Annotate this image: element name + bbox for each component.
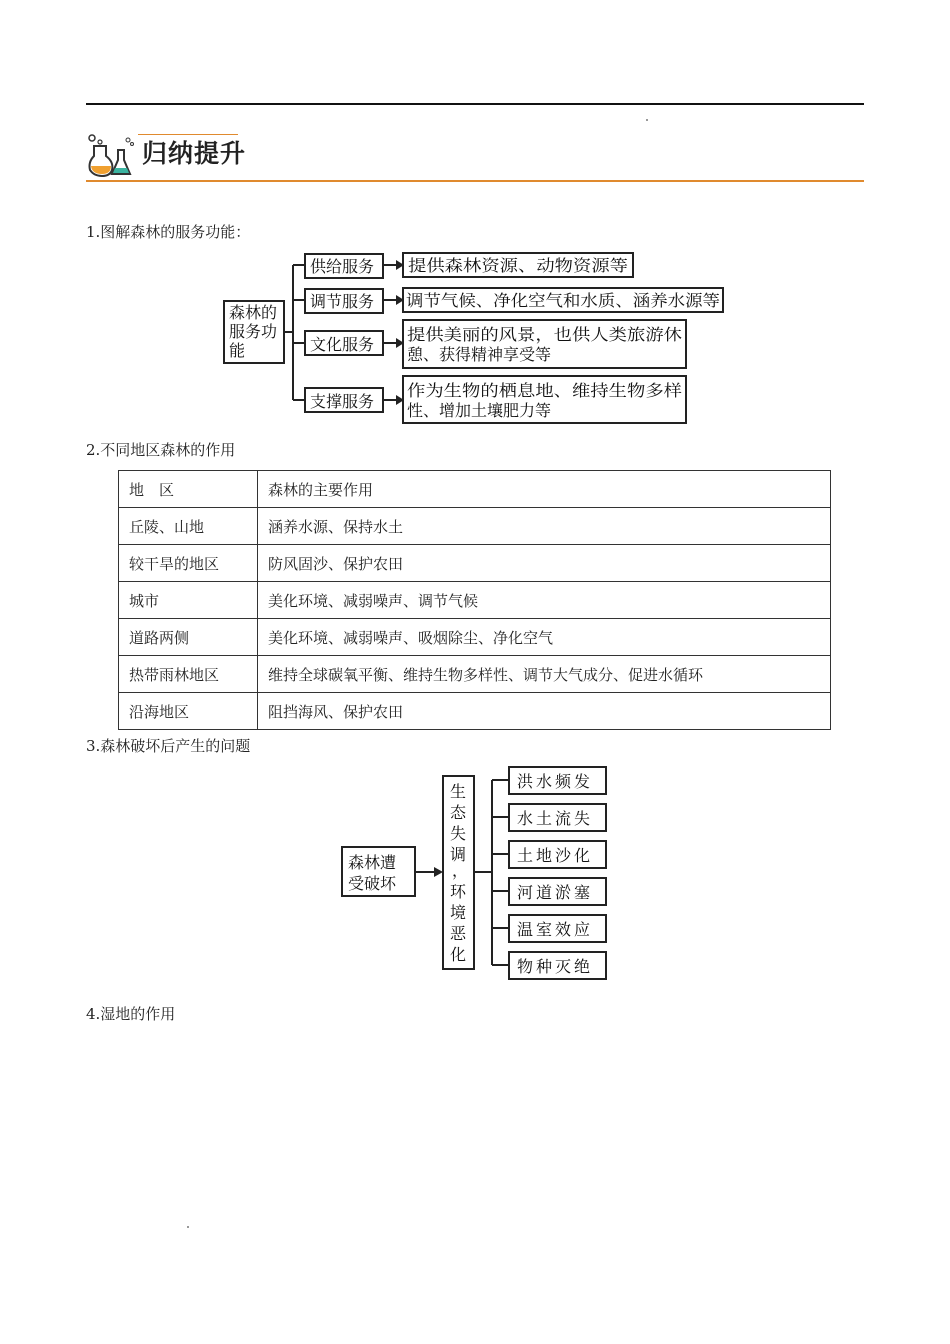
cause-line: 受破坏 xyxy=(348,874,397,893)
section-title: 归纳提升 xyxy=(142,139,247,168)
table-cell: 防风固沙、保护农田 xyxy=(258,545,831,582)
section3-heading: 3.森林破坏后产生的问题 xyxy=(86,737,251,755)
middle-char: ， xyxy=(452,861,469,880)
table-header-cell: 地 区 xyxy=(119,471,258,508)
table-cell: 维持全球碳氧平衡、维持生物多样性、调节大气成分、促进水循环 xyxy=(258,656,831,693)
effect-label: 洪水频发 xyxy=(517,772,594,791)
effect-label: 物种灭绝 xyxy=(517,957,594,976)
root-line: 森林的 xyxy=(229,303,278,322)
section2-heading: 2.不同地区森林的作用 xyxy=(86,441,236,459)
branch-desc: 憩、获得精神享受等 xyxy=(407,345,552,364)
branch-label: 调节服务 xyxy=(310,292,375,311)
branch-label: 支撑服务 xyxy=(310,392,375,411)
table-cell: 较干旱的地区 xyxy=(119,545,258,582)
table-cell: 热带雨林地区 xyxy=(119,656,258,693)
section1-heading: 1.图解森林的服务功能： xyxy=(86,223,251,241)
effect-label: 河道淤塞 xyxy=(517,883,594,902)
table-cell: 美化环境、减弱噪声、调节气候 xyxy=(258,582,831,619)
table-cell: 城市 xyxy=(119,582,258,619)
root-line: 能 xyxy=(229,341,246,360)
middle-char: 环 xyxy=(450,882,467,901)
table-cell: 道路两侧 xyxy=(119,619,258,656)
table-cell: 丘陵、山地 xyxy=(119,508,258,545)
arrow-head xyxy=(434,867,443,877)
middle-char: 态 xyxy=(450,803,467,822)
root-line: 服务功 xyxy=(229,322,278,341)
branch-label: 文化服务 xyxy=(310,335,375,354)
cause-line: 森林遭 xyxy=(348,853,397,872)
middle-char: 调 xyxy=(450,845,467,864)
middle-char: 生 xyxy=(450,782,467,801)
table-cell: 美化环境、减弱噪声、吸烟除尘、净化空气 xyxy=(258,619,831,656)
table-header-cell: 森林的主要作用 xyxy=(258,471,831,508)
branch-label: 供给服务 xyxy=(310,257,375,276)
middle-char: 化 xyxy=(450,945,467,964)
branch-desc: 作为生物的栖息地、维持生物多样 xyxy=(407,381,682,400)
middle-char: 境 xyxy=(450,903,467,922)
middle-char: 失 xyxy=(450,824,467,843)
table-cell: 沿海地区 xyxy=(119,693,258,730)
middle-char: 恶 xyxy=(450,924,467,943)
branch-desc: 提供美丽的风景，也供人类旅游休 xyxy=(407,325,682,344)
effect-label: 温室效应 xyxy=(517,920,594,939)
section4-heading: 4.湿地的作用 xyxy=(86,1005,176,1023)
speck xyxy=(187,1226,189,1228)
effect-label: 水土流失 xyxy=(517,809,594,828)
branch-desc: 调节气候、净化空气和水质、涵养水源等 xyxy=(406,291,720,310)
effect-label: 土地沙化 xyxy=(517,846,594,865)
branch-desc: 性、增加土壤肥力等 xyxy=(407,401,552,420)
branch-desc: 提供森林资源、动物资源等 xyxy=(408,256,628,275)
table-cell: 阻挡海风、保护农田 xyxy=(258,693,831,730)
table-cell: 涵养水源、保持水土 xyxy=(258,508,831,545)
